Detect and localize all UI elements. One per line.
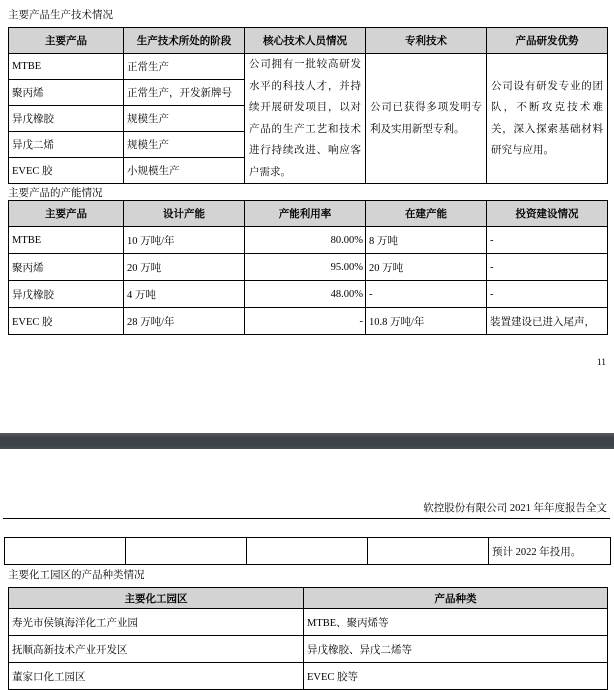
column-header-rd-advantage: 产品研发优势 [487, 28, 608, 54]
table-row [9, 663, 608, 690]
production-tech-table [8, 27, 608, 184]
cell-product: 聚丙烯 [9, 254, 124, 281]
cell-investment: 装置建设已进入尾声， [487, 308, 608, 335]
column-header-investment: 投资建设情况 [487, 201, 608, 227]
cell-investment-continued: 预计 2022 年投用。 [489, 538, 611, 565]
table-row [9, 54, 608, 80]
table-row [5, 538, 611, 565]
cell-stage: 正常生产，开发新牌号 [124, 80, 245, 106]
section-title-production-tech: 主要产品生产技术情况 [8, 10, 113, 21]
cell-product: 聚丙烯 [9, 80, 124, 106]
cell-rd-advantage: 公司设有研发专业的团队，不断攻克技术难关，深入探索基础材料研究与应用。 [487, 54, 608, 184]
cell-core-tech-staff: 公司拥有一批较高研发水平的科技人才，并持续开展研发项目，以对产品的生产工艺和技术进行持续改进、响应客户需求。 [245, 54, 366, 184]
column-header-park: 主要化工园区 [9, 588, 304, 609]
cell-stage: 小规模生产 [124, 158, 245, 184]
cell-product: MTBE [9, 227, 124, 254]
cell-product: 异戊橡胶 [9, 106, 124, 132]
cell-utilization: - [245, 308, 366, 335]
header-rule [3, 518, 610, 519]
table-header-row [9, 28, 608, 54]
column-header-core-tech: 核心技术人员情况 [245, 28, 366, 54]
cell-utilization: 80.00% [245, 227, 366, 254]
table-row [9, 254, 608, 281]
empty-cell [126, 538, 247, 565]
cell-products: EVEC 胶等 [304, 663, 608, 690]
cell-under-construction: 20 万吨 [366, 254, 487, 281]
column-header-patent: 专利技术 [366, 28, 487, 54]
column-header-utilization: 产能利用率 [245, 201, 366, 227]
column-header-design-capacity: 设计产能 [124, 201, 245, 227]
page-number: 11 [596, 358, 606, 368]
cell-design-capacity: 10 万吨/年 [124, 227, 245, 254]
table-row [9, 636, 608, 663]
cell-under-construction: 10.8 万吨/年 [366, 308, 487, 335]
cell-products: MTBE、聚丙烯等 [304, 609, 608, 636]
column-header-product-types: 产品种类 [304, 588, 608, 609]
empty-cell [5, 538, 126, 565]
cell-park: 抚顺高新技术产业开发区 [9, 636, 304, 663]
table-row [9, 308, 608, 335]
cell-investment: - [487, 254, 608, 281]
cell-patent-tech: 公司已获得多项发明专利及实用新型专利。 [366, 54, 487, 184]
column-header-product: 主要产品 [9, 28, 124, 54]
cell-product: EVEC 胶 [9, 158, 124, 184]
capacity-table-continuation [4, 537, 611, 565]
section-title-capacity: 主要产品的产能情况 [8, 188, 103, 199]
empty-cell [247, 538, 368, 565]
column-header-under-construction: 在建产能 [366, 201, 487, 227]
cell-design-capacity: 28 万吨/年 [124, 308, 245, 335]
cell-stage: 规模生产 [124, 132, 245, 158]
cell-utilization: 48.00% [245, 281, 366, 308]
table-row [9, 609, 608, 636]
column-header-product: 主要产品 [9, 201, 124, 227]
capacity-table [8, 200, 608, 335]
table-row [9, 281, 608, 308]
table-row [9, 227, 608, 254]
cell-investment: - [487, 281, 608, 308]
cell-products: 异戊橡胶、异戊二烯等 [304, 636, 608, 663]
report-header-title: 软控股份有限公司 2021 年年度报告全文 [423, 503, 607, 514]
cell-under-construction: 8 万吨 [366, 227, 487, 254]
cell-product: 异戊橡胶 [9, 281, 124, 308]
cell-design-capacity: 4 万吨 [124, 281, 245, 308]
section-title-chemical-parks: 主要化工园区的产品种类情况 [8, 570, 145, 581]
page-separator-bar [0, 433, 614, 449]
chemical-park-table [8, 587, 608, 690]
cell-under-construction: - [366, 281, 487, 308]
cell-product: EVEC 胶 [9, 308, 124, 335]
cell-product: 异戊二烯 [9, 132, 124, 158]
column-header-stage: 生产技术所处的阶段 [124, 28, 245, 54]
cell-park: 董家口化工园区 [9, 663, 304, 690]
cell-stage: 规模生产 [124, 106, 245, 132]
cell-product: MTBE [9, 54, 124, 80]
cell-park: 寿光市侯镇海洋化工产业园 [9, 609, 304, 636]
table-header-row [9, 201, 608, 227]
cell-stage: 正常生产 [124, 54, 245, 80]
cell-investment: - [487, 227, 608, 254]
cell-design-capacity: 20 万吨 [124, 254, 245, 281]
table-header-row [9, 588, 608, 609]
cell-utilization: 95.00% [245, 254, 366, 281]
empty-cell [368, 538, 489, 565]
